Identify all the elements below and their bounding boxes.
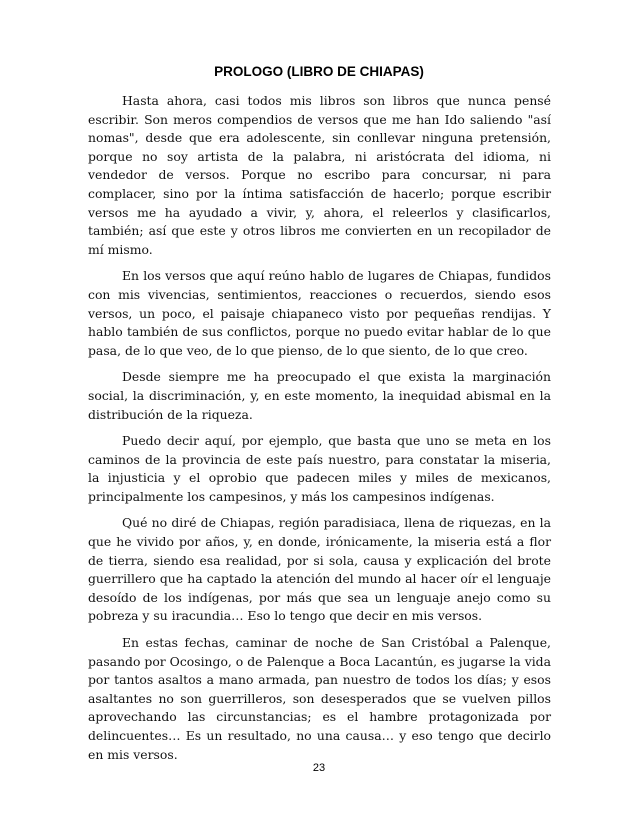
paragraph: Qué no diré de Chiapas, región paradisiaca, llena de riquezas, en la que he vivido por años, y, en donde, irónicamente, la miseria está a flor de tierra, siendo esa realidad, por si sola, causa y explicación del brote guerrillero que ha captado la atención del mundo al hacer oír el lenguaje desoído de los indígenas, por más que sea un lenguaje anejo como su pobreza y su iracundia… Eso lo tengo que decir en mis versos. — [88, 515, 551, 624]
paragraph: En estas fechas, caminar de noche de San Cristóbal a Palenque, pasando por Ocosingo, o de Palenque a Boca Lacantún, es jugarse la vida por tantos asaltos a mano armada, pan nuestro de todos los días; y esos asaltantes no son guerrilleros, son desesperados que se vuelven pillos aprovechando las circunstancias; es el hambre protagonizada por delincuentes… Es un resultado, no una causa… y eso tengo que decirlo en mis versos. — [88, 635, 551, 762]
paragraph: Puedo decir aquí, por ejemplo, que basta que uno se meta en los caminos de la provincia de este país nuestro, para constatar la miseria, la injusticia y el oprobio que padecen miles y miles de mexicanos, principalmente los campesinos, y más los campesinos indígenas. — [88, 433, 551, 504]
paragraph: Desde siempre me ha preocupado el que exista la marginación social, la discriminación, y, en este momento, la inequidad abismal en la distribución de la riqueza. — [88, 369, 551, 422]
body-text — [88, 92, 551, 772]
paragraph: En los versos que aquí reúno hablo de lugares de Chiapas, fundidos con mis vivencias, sentimientos, reacciones o recuerdos, siendo esos versos, un poco, el paisaje chiapaneco visto por pequeñas rendijas. Y hablo también de sus conflictos, porque no puedo evitar hablar de lo que pasa, de lo que veo, de lo que pienso, de lo que siento, de lo que creo. — [88, 268, 551, 358]
page-number: 23 — [312, 762, 326, 774]
paragraph: Hasta ahora, casi todos mis libros son libros que nunca pensé escribir. Son meros compendios de versos que me han Ido saliendo "así nomas", desde que era adolescente, sin conllevar ninguna pretensión, porque no soy artista de la palabra, ni aristócrata del idioma, ni vendedor de versos. Porque no escribo para concursar, ni para complacer, sino por la íntima satisfacción de hacerlo; porque escribir versos me ha ayudado a vivir, y, ahora, el releerlos y clasificarlos, también; así que este y otros libros me convierten en un recopilador de mí mismo. — [88, 93, 551, 257]
page-title: PROLOGO (LIBRO DE CHIAPAS) — [214, 64, 424, 79]
